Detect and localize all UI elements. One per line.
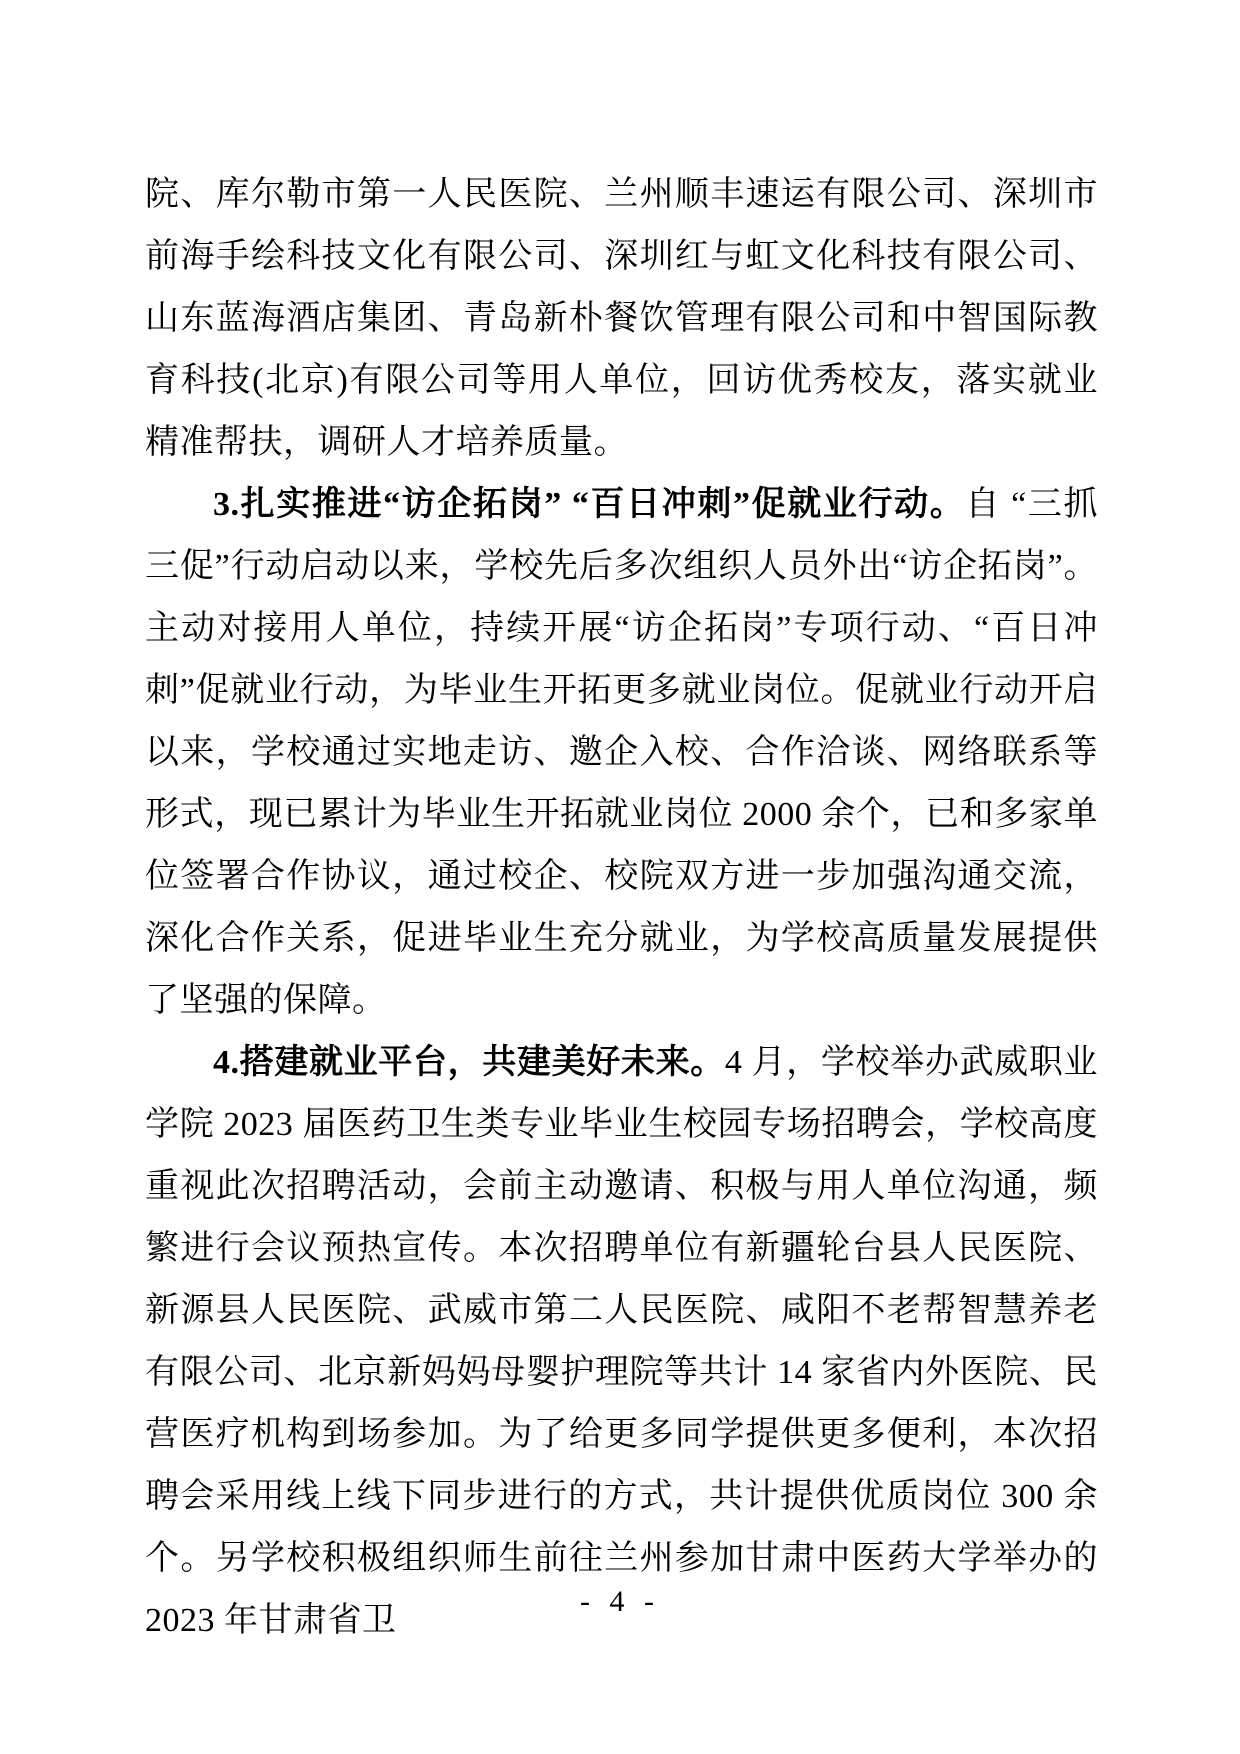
page-number: - 4 -: [580, 1585, 660, 1618]
paragraph-continuation: [145, 164, 1098, 474]
paragraph-text: 自 “三抓三促”行动启动以来，学校先后多次组织人员外出“访企拓岗”。主动对接用人单位，持续开展“访企拓岗”专项行动、“百日冲刺”促就业行动，为毕业生开拓更多就业岗位。促就业行动开启以来，学校通过实地走访、邀企入校、合作洽谈、网络联系等形式，现已累计为毕业生开拓就业岗位 2000 余个，已和多家单位签署合作协议，通过校企、校院双方进一步加强沟通交流，深化合作关系，促进毕业生充分就业，为学校高质量发展提供了坚强的保障。: [145, 486, 1099, 1019]
paragraph-text: 4 月，学校举办武威职业学院 2023 届医药卫生类专业毕业生校园专场招聘会，学校高度重视此次招聘活动，会前主动邀请、积极与用人单位沟通，频繁进行会议预热宣传。本次招聘单位有新疆轮台县人民医院、新源县人民医院、武威市第二人民医院、咸阳不老帮智慧养老有限公司、北京新妈妈母婴护理院等共计 14 家省内外医院、民营医疗机构到场参加。为了给更多同学提供更多便利，本次招聘会采用线上线下同步进行的方式，共计提供优质岗位 300 余个。另学校积极组织师生前往兰州参加甘肃中医药大学举办的 2023 年甘肃省卫: [145, 1044, 1099, 1639]
paragraph-section-3: [145, 474, 1098, 1032]
section-3-heading: 3.扎实推进“访企拓岗” “百日冲刺”促就业行动。: [213, 486, 966, 523]
paragraph-text: 院、库尔勒市第一人民医院、兰州顺丰速运有限公司、深圳市前海手绘科技文化有限公司、深圳红与虹文化科技有限公司、山东蓝海酒店集团、青岛新朴餐饮管理有限公司和中智国际教育科技(北京)有限公司等用人单位，回访优秀校友，落实就业精准帮扶，调研人才培养质量。: [145, 176, 1098, 461]
paragraph-section-4: [145, 1032, 1098, 1652]
document-body: [145, 164, 1098, 1652]
section-4-heading: 4.搭建就业平台，共建美好未来。: [213, 1044, 725, 1081]
